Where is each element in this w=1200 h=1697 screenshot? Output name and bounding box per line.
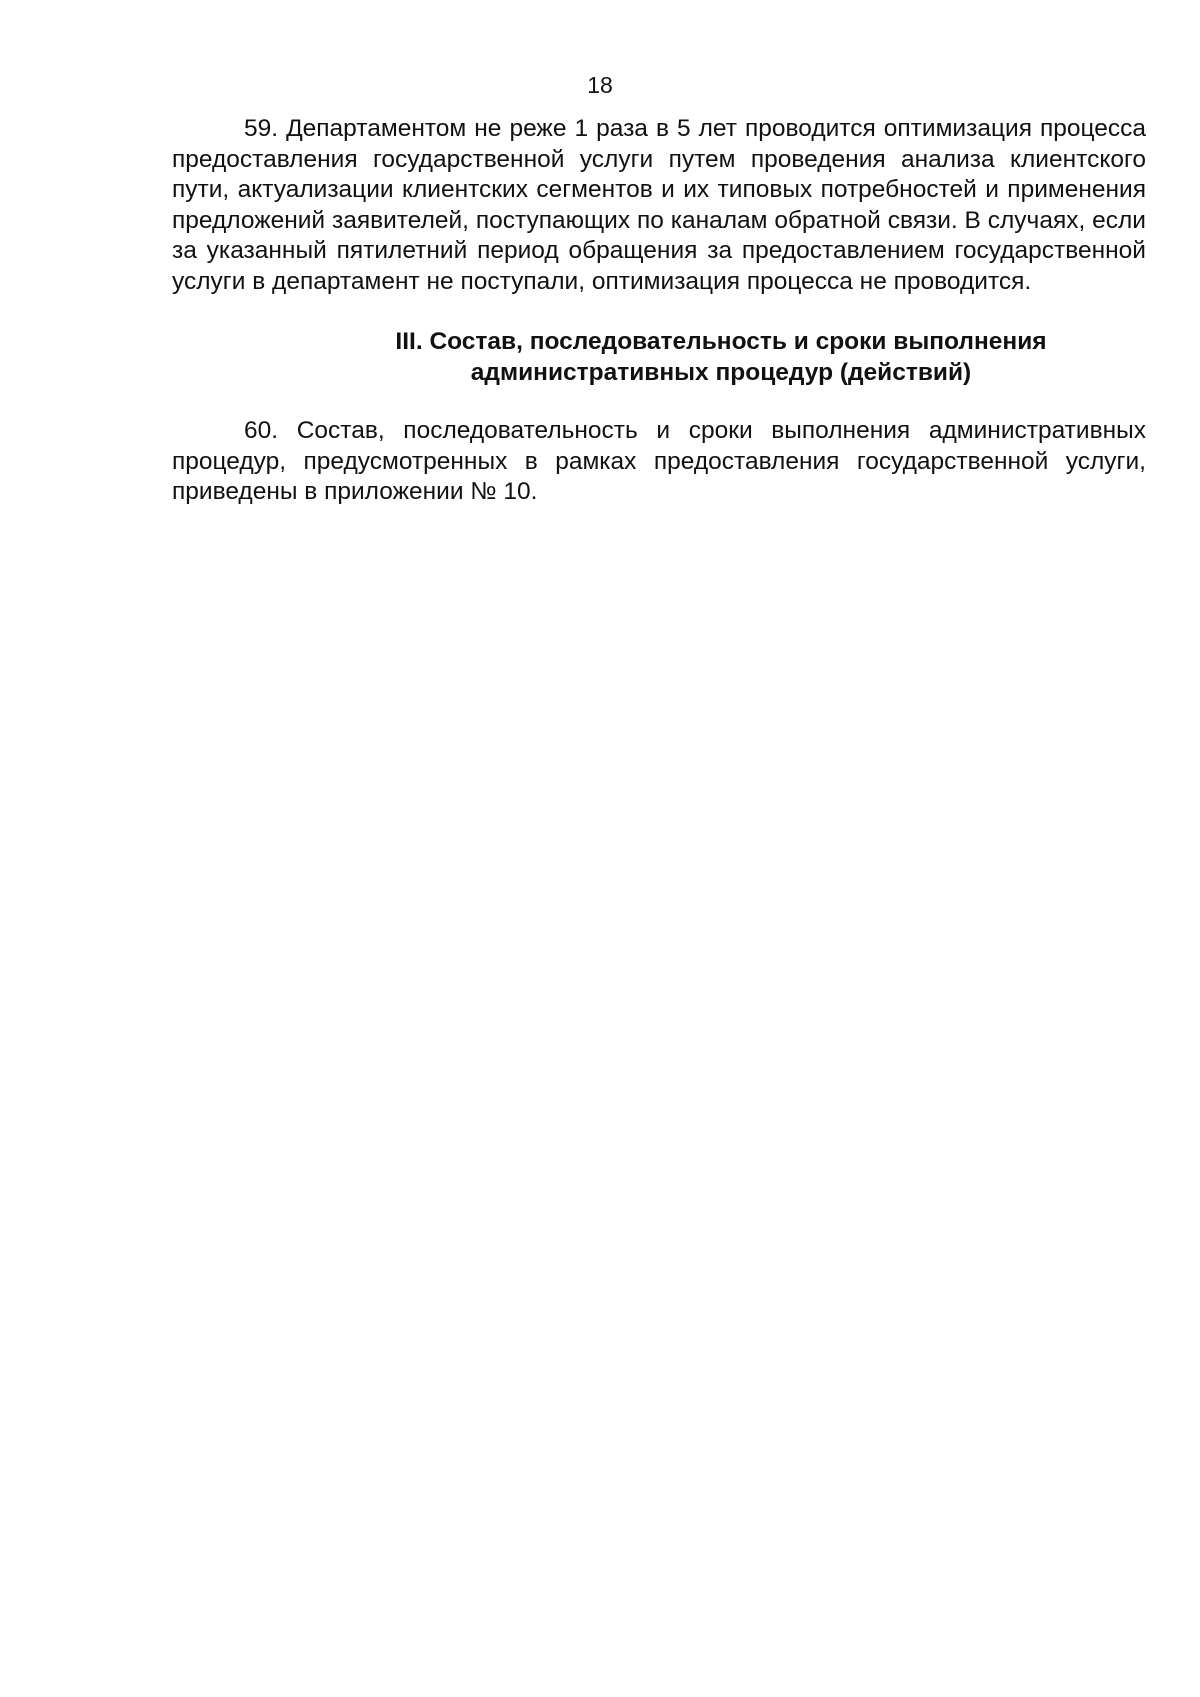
section-heading: [172, 327, 1146, 388]
page-number: 18: [587, 72, 613, 98]
page-content: [172, 114, 1146, 508]
section-heading-line-2: административных процедур (действий): [470, 358, 972, 386]
paragraph-60: 60. Состав, последовательность и сроки выполнения административных процедур, предусмотренных в рамках предоставления государственной услуги, приведены в приложении № 10.: [172, 417, 1146, 505]
section-heading-line-1: III. Состав, последовательность и сроки выполнения: [395, 328, 1047, 355]
paragraph-59: 59. Департаментом не реже 1 раза в 5 лет проводится оптимизация процесса предоставления государственной услуги путем проведения анализа клиентского пути, актуализации клиентских сегментов и их типовых потребностей и применения предложений заявителей, поступающих по каналам обратной связи. В случаях, если за указанный пятилетний период обращения за предоставлением государственной услуги в департамент не поступали, оптимизация процесса не проводится.: [172, 115, 1146, 295]
